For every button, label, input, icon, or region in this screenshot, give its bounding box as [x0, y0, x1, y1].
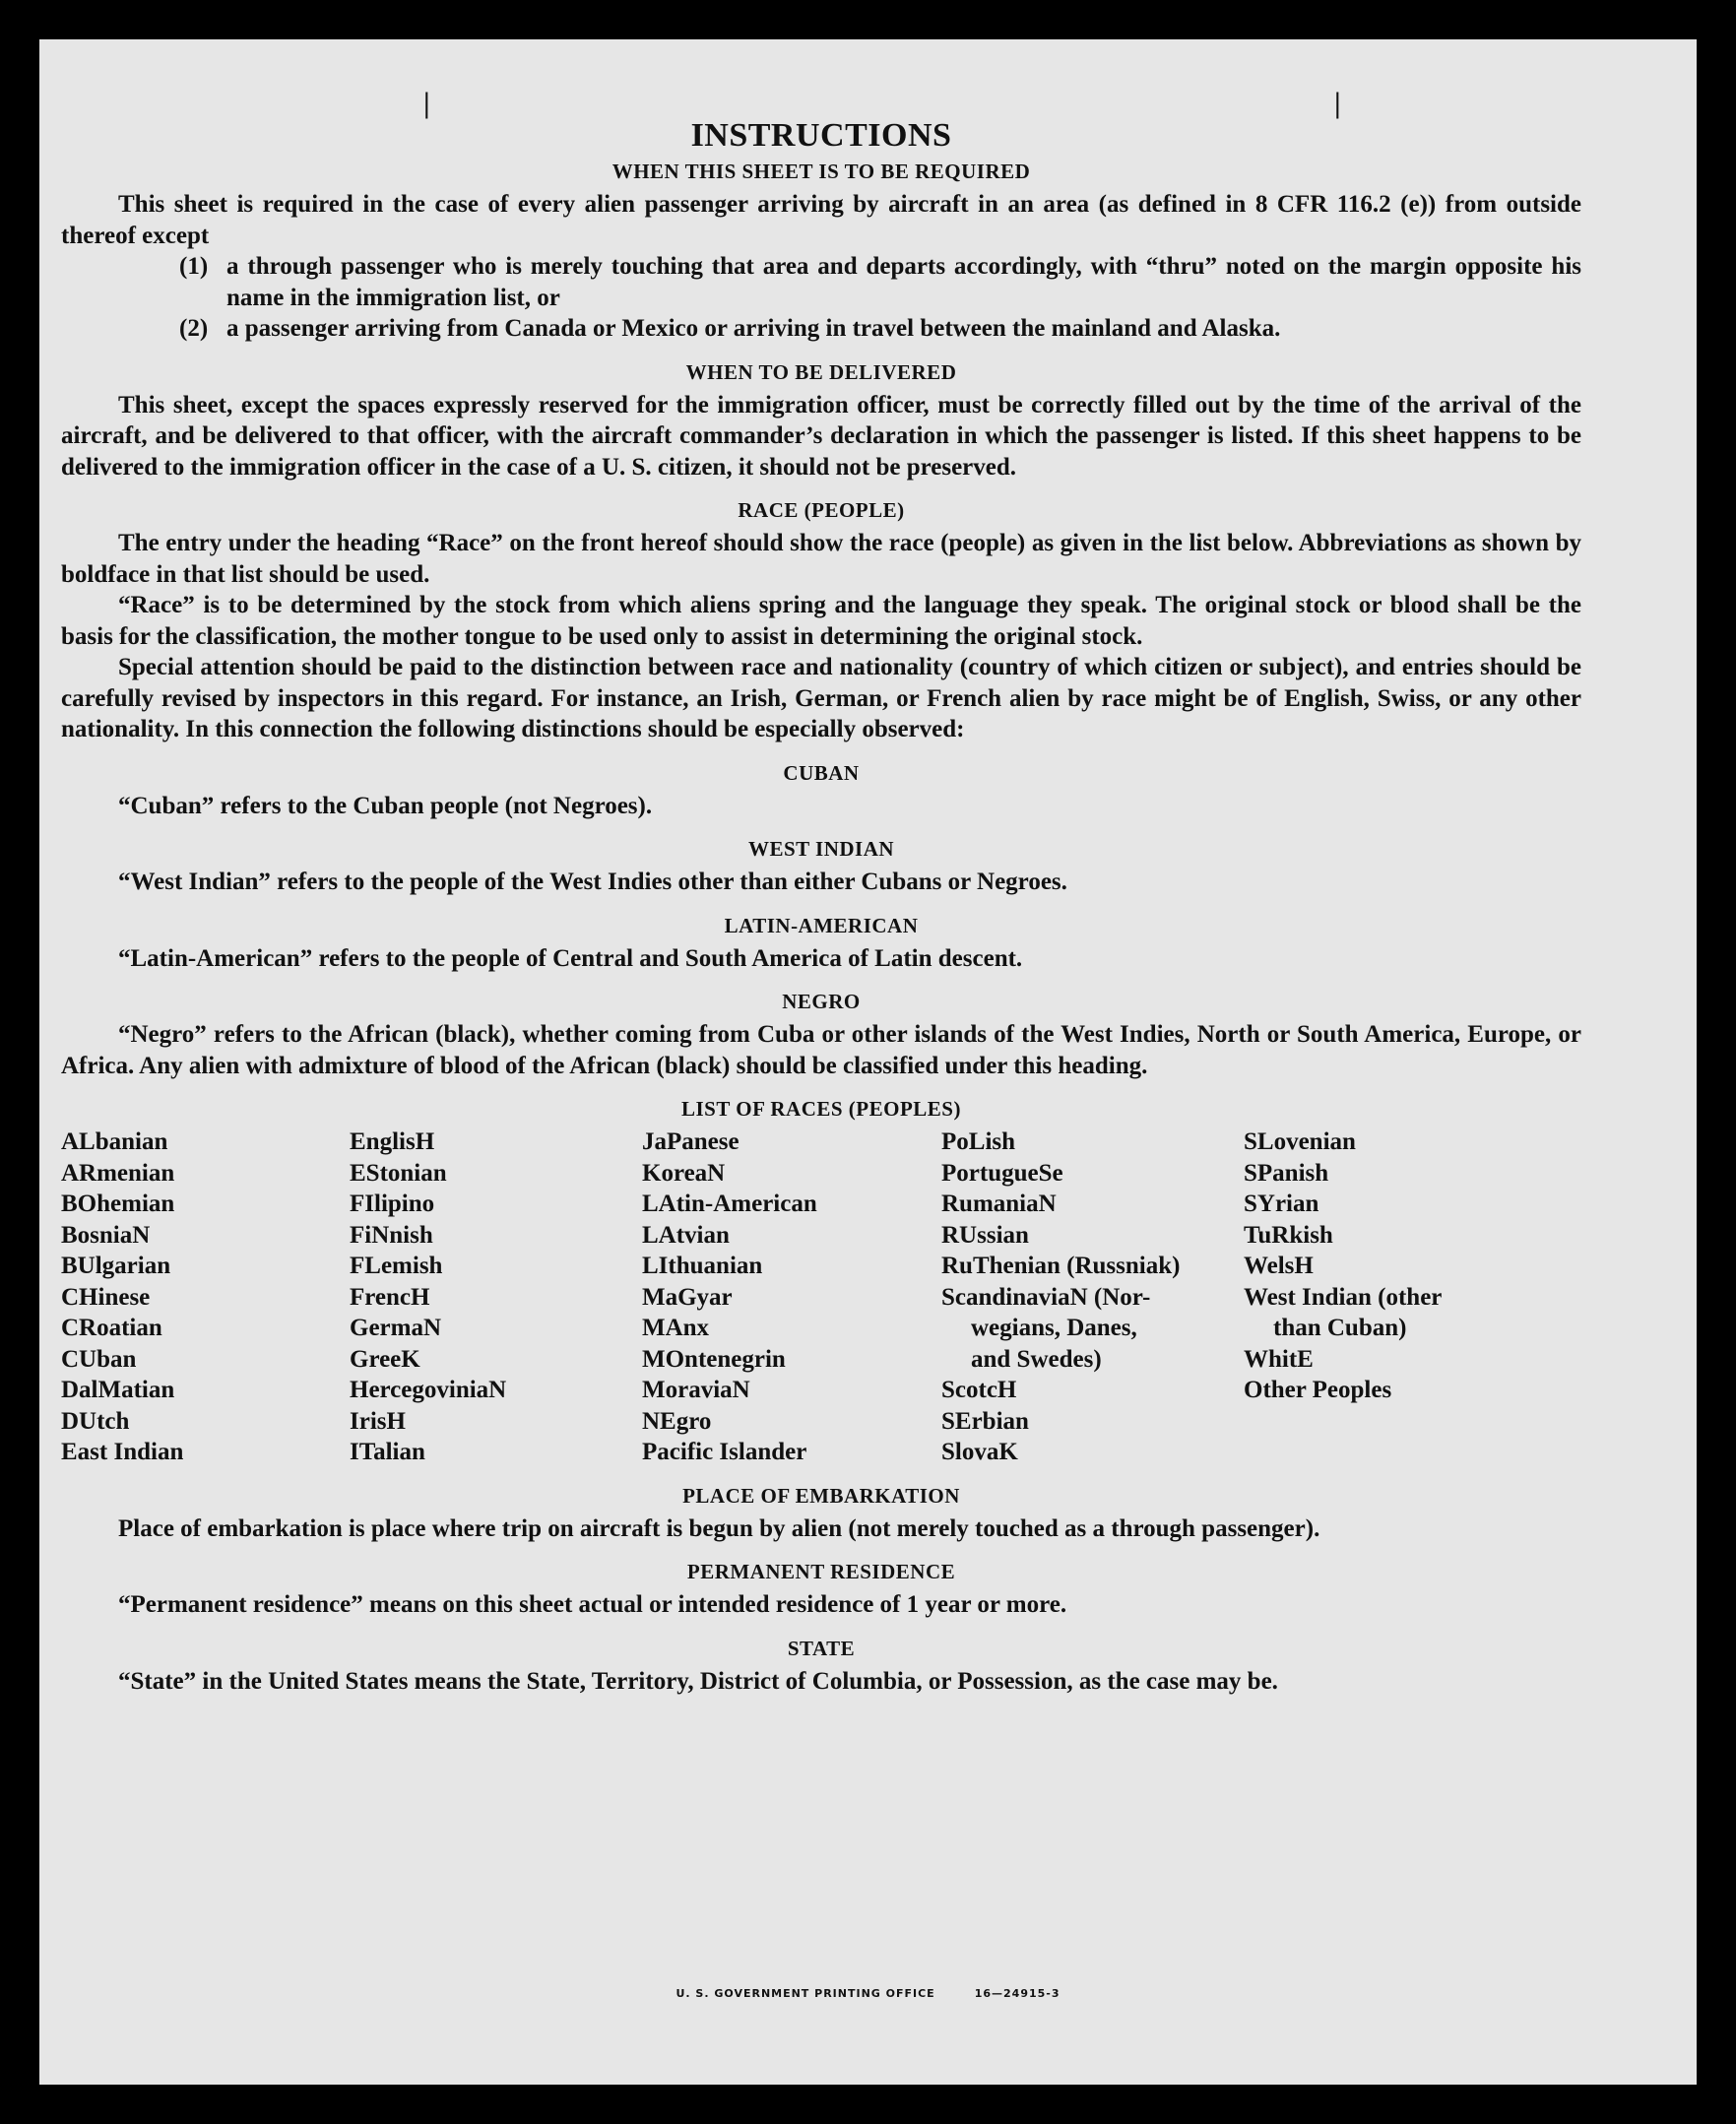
section-heading: WHEN THIS SHEET IS TO BE REQUIRED: [611, 160, 1031, 183]
scan-mark: |: [423, 87, 430, 119]
race-entry: DalMatian: [61, 1377, 175, 1403]
race-entry: SlovaK: [941, 1439, 1018, 1465]
section-heading: PERMANENT RESIDENCE: [686, 1560, 956, 1583]
race-entry: Other Peoples: [1244, 1377, 1392, 1403]
page-title: INSTRUCTIONS: [690, 117, 952, 154]
document-page: [39, 39, 1697, 2085]
section-heading: LIST OF RACES (PEOPLES): [681, 1097, 961, 1121]
race-entry: GreeK: [350, 1345, 420, 1373]
paragraph: “State” in the United States means the State, Territory, District of Columbia, or Possession, as the case may be.: [118, 1667, 1278, 1695]
section-heading: WEST INDIAN: [747, 837, 895, 861]
race-entry: MaGyar: [642, 1283, 733, 1311]
section-heading: PLACE OF EMBARKATION: [682, 1483, 960, 1508]
paragraph: “Permanent residence” means on this sheet actual or intended residence of 1 year or more.: [118, 1591, 1067, 1618]
paragraph: This sheet, except the spaces expressly reserved for the immigration officer, must be correctly filled out by the time of the arrival of the aircraft, and be delivered to that officer, with the aircraft commander’s declaration in which the passenger is listed. If this sheet happens to be delivered to the immigration officer in the case of a U. S. citizen, it should not be preserved.: [61, 391, 1581, 481]
paragraph: Place of embarkation is place where trip on aircraft is begun by alien (not merely touched as a through passenger).: [118, 1514, 1320, 1542]
race-entry: LAtin-American: [642, 1191, 817, 1217]
race-entry: CUban: [61, 1345, 137, 1373]
paragraph: “Latin-American” refers to the people of Central and South America of Latin descent.: [118, 944, 1023, 972]
race-entry: IrisH: [350, 1407, 406, 1435]
race-entry: West Indian (other: [1244, 1283, 1443, 1311]
race-entry: JaPanese: [642, 1128, 739, 1155]
race-list: [61, 1126, 1581, 1468]
section-heading: STATE: [787, 1636, 856, 1660]
scan-mark: |: [1334, 87, 1341, 119]
race-entry: EStonian: [350, 1159, 447, 1187]
list-item: (1) a through passenger who is merely touching that area and departs accordingly, with “thru” noted on the margin opposite his name in the immigration list, or: [179, 253, 1581, 311]
race-column: [350, 1126, 642, 1468]
paragraph: “Negro” refers to the African (black), whether coming from Cuba or other islands of the West Indies, North or South America, Europe, or Africa. Any alien with admixture of blood of the African (black) should be classified under this heading.: [61, 1021, 1581, 1079]
race-entry: RumaniaN: [941, 1191, 1057, 1217]
race-entry: WelsH: [1244, 1253, 1314, 1279]
race-entry: NEgro: [642, 1407, 712, 1435]
race-entry: ScotcH: [941, 1377, 1017, 1403]
race-entry: FiNnish: [350, 1221, 433, 1249]
race-column: [61, 1126, 350, 1468]
paragraph: “West Indian” refers to the people of the West Indies other than either Cubans or Negroes.: [118, 869, 1067, 895]
race-entry: GermaN: [350, 1315, 442, 1341]
paragraph: This sheet is required in the case of every alien passenger arriving by aircraft in an area (as defined in 8 CFR 116.2 (e)) from outside thereof except: [61, 191, 1581, 249]
race-entry: MOntenegrin: [642, 1345, 786, 1373]
race-column: [1244, 1126, 1539, 1468]
race-entry: PortugueSe: [941, 1159, 1063, 1187]
race-entry: WhitE: [1244, 1345, 1314, 1373]
race-entry: ScandinaviaN (Nor-: [941, 1283, 1151, 1311]
section-heading: LATIN-AMERICAN: [724, 913, 919, 937]
race-entry: wegians, Danes,: [971, 1315, 1137, 1341]
race-column: [941, 1126, 1244, 1468]
race-entry: FIlipino: [350, 1191, 435, 1217]
race-entry: BUlgarian: [61, 1253, 171, 1279]
race-entry: FLemish: [350, 1253, 443, 1279]
race-entry: RUssian: [941, 1221, 1029, 1249]
section-heading: WHEN TO BE DELIVERED: [685, 359, 957, 384]
race-entry: LIthuanian: [642, 1253, 763, 1279]
instructions-body: [61, 116, 1581, 1697]
race-entry: ARmenian: [61, 1159, 175, 1187]
race-column: [642, 1126, 941, 1468]
race-entry: CRoatian: [61, 1315, 162, 1341]
race-entry: FrencH: [350, 1283, 430, 1311]
race-entry: Pacific Islander: [642, 1439, 807, 1465]
paragraph: The entry under the heading “Race” on the front hereof should show the race (people) as given in the list below. Abbreviations as shown by boldface in that list should be used.: [61, 530, 1581, 588]
race-entry: SPanish: [1244, 1159, 1329, 1187]
race-entry: East Indian: [61, 1439, 184, 1465]
race-entry: HercegoviniaN: [350, 1377, 507, 1403]
race-entry: RuThenian (Russniak): [941, 1253, 1181, 1279]
race-entry: EnglisH: [350, 1128, 435, 1155]
race-entry: KoreaN: [642, 1159, 726, 1187]
race-entry: than Cuban): [1273, 1315, 1407, 1341]
printer-imprint: U. S. GOVERNMENT PRINTING OFFICE 16—24915-3: [675, 1987, 1061, 2000]
race-entry: SErbian: [941, 1407, 1029, 1435]
section-heading: CUBAN: [783, 760, 860, 785]
race-entry: ITalian: [350, 1439, 425, 1465]
race-entry: MAnx: [642, 1315, 710, 1341]
race-entry: and Swedes): [971, 1345, 1102, 1373]
paragraph: Special attention should be paid to the distinction between race and nationality (country of which citizen or subject), and entries should be carefully revised by inspectors in this regard. For instance, an Irish, German, or French alien by race might be of English, Swiss, or any other nationality. In this connection the following distinctions should be especially observed:: [61, 654, 1581, 742]
race-entry: PoLish: [941, 1128, 1016, 1155]
list-item: (2) a passenger arriving from Canada or Mexico or arriving in travel between the mainland and Alaska.: [179, 315, 1281, 342]
race-entry: BosniaN: [61, 1221, 151, 1249]
race-entry: SYrian: [1244, 1191, 1319, 1217]
race-entry: CHinese: [61, 1283, 151, 1311]
race-entry: LAtvian: [642, 1221, 730, 1249]
race-entry: ALbanian: [61, 1128, 168, 1155]
paragraph: “Race” is to be determined by the stock from which aliens spring and the language they speak. The original stock or blood shall be the basis for the classification, the mother tongue to be used only to assist in determining the original stock.: [61, 592, 1581, 650]
paragraph: “Cuban” refers to the Cuban people (not Negroes).: [118, 792, 653, 819]
race-entry: SLovenian: [1244, 1128, 1356, 1155]
section-heading: NEGRO: [782, 990, 861, 1013]
race-entry: DUtch: [61, 1407, 130, 1435]
race-entry: BOhemian: [61, 1191, 175, 1217]
race-entry: TuRkish: [1244, 1221, 1333, 1249]
section-heading: RACE (PEOPLE): [738, 498, 905, 522]
race-entry: MoraviaN: [642, 1377, 750, 1403]
